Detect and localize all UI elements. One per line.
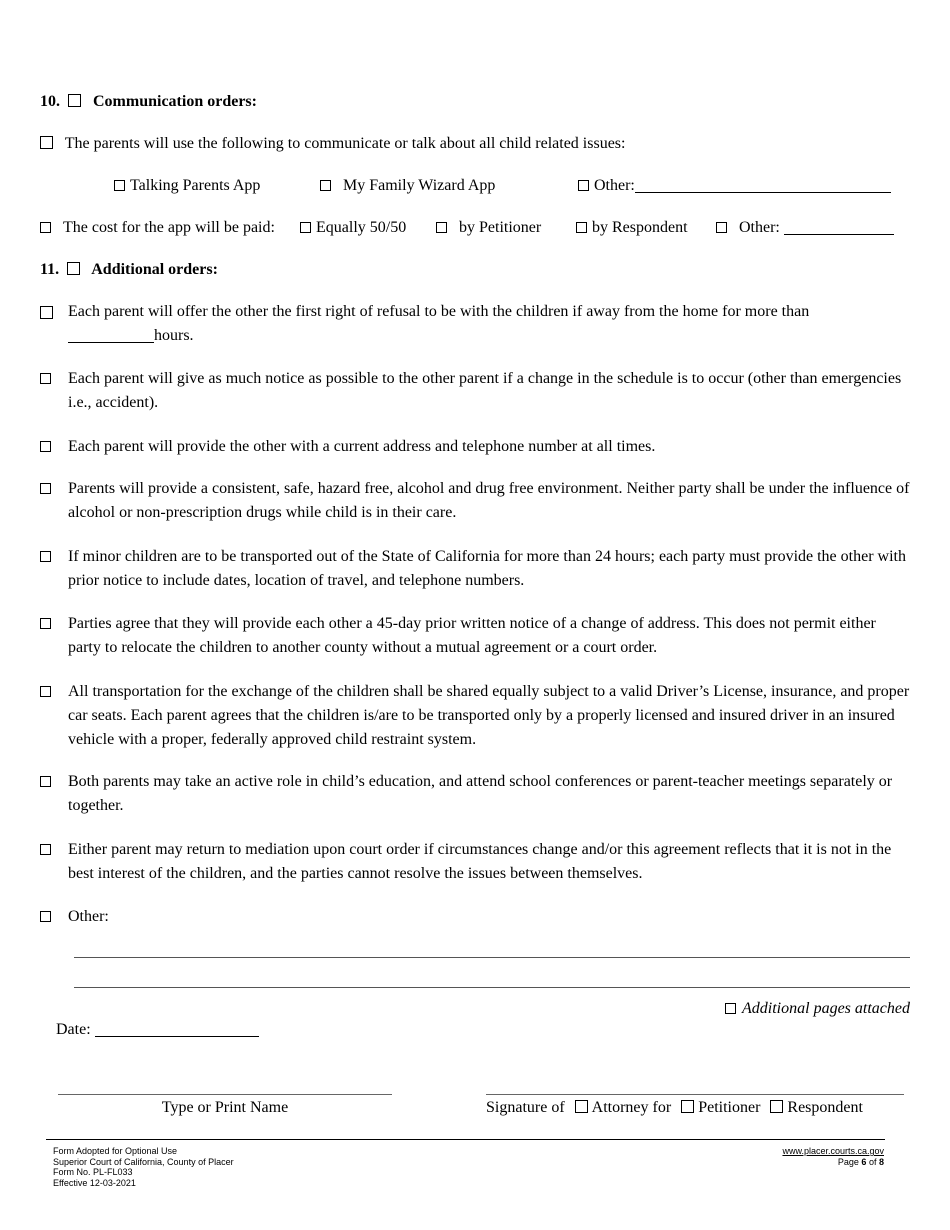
order-checkbox[interactable] bbox=[40, 618, 51, 629]
section-10-checkbox[interactable] bbox=[68, 94, 81, 107]
section-title: Communication orders: bbox=[93, 93, 257, 110]
order-checkbox[interactable] bbox=[40, 551, 51, 562]
order-checkbox[interactable] bbox=[40, 373, 51, 384]
order-text: If minor children are to be transported out of the State of California for more than 24 hours; each party must provide the other with prior notice to include dates, location of travel, and telephone numbers. bbox=[68, 548, 906, 589]
other-line-2[interactable] bbox=[74, 987, 910, 988]
date-field[interactable] bbox=[95, 1020, 259, 1037]
page-total: 8 bbox=[878, 1156, 884, 1167]
order-checkbox[interactable] bbox=[40, 686, 51, 697]
cost-other-field[interactable] bbox=[784, 218, 894, 235]
option-label: by Respondent bbox=[592, 219, 688, 236]
additional-pages-checkbox[interactable] bbox=[725, 1003, 736, 1014]
signature-option-label: Attorney for bbox=[591, 1099, 672, 1116]
signature-caption bbox=[486, 1096, 863, 1120]
petitioner-checkbox[interactable] bbox=[681, 1100, 694, 1113]
order-text: Either parent may return to mediation upon court order if circumstances change and/or this agreement reflects that it is not in the best interest of the children, and the parties cannot resolve the issues between themselves. bbox=[68, 841, 892, 882]
order-text: Each parent will provide the other with a current address and telephone number at all times. bbox=[68, 438, 656, 455]
cost-option-other bbox=[716, 216, 894, 240]
app-other-checkbox[interactable] bbox=[578, 180, 589, 191]
order-text bbox=[68, 300, 910, 348]
cost-option-respondent bbox=[576, 216, 688, 240]
option-label: by Petitioner bbox=[459, 219, 542, 236]
signature-prefix: Signature of bbox=[486, 1099, 565, 1116]
footer-line: Effective 12-03-2021 bbox=[53, 1177, 136, 1188]
cost-option-equal bbox=[300, 216, 406, 240]
signature-option-label: Petitioner bbox=[698, 1099, 761, 1116]
order-text: Parents will provide a consistent, safe, hazard free, alcohol and drug free environment. Neither party shall be under the influence of alcohol or non-prescription drugs while child is in their care. bbox=[68, 480, 910, 521]
page-prefix: Page bbox=[837, 1156, 859, 1167]
attorney-checkbox[interactable] bbox=[575, 1100, 588, 1113]
order-other-label: Other: bbox=[68, 908, 109, 925]
order-text: Both parents may take an active role in child’s education, and attend school conferences or parent-teacher meetings separately or together. bbox=[68, 773, 893, 814]
order-checkbox[interactable] bbox=[40, 441, 51, 452]
communicate-row bbox=[40, 132, 625, 156]
option-label: Other: bbox=[594, 177, 635, 194]
option-label: Equally 50/50 bbox=[316, 219, 407, 236]
order-item-refusal bbox=[40, 300, 910, 348]
date-row bbox=[56, 1018, 259, 1042]
section-number: 11. bbox=[40, 261, 60, 278]
court-website-link[interactable]: www.placer.courts.ca.gov bbox=[782, 1146, 884, 1156]
option-label: Other: bbox=[739, 219, 780, 236]
refusal-text: Each parent will offer the other the first right of refusal to be with the children if away from the home for more than bbox=[68, 303, 810, 320]
page-current: 6 bbox=[861, 1156, 867, 1167]
footer-line: Superior Court of California, County of Placer bbox=[53, 1156, 234, 1167]
name-line[interactable] bbox=[58, 1094, 392, 1095]
app-option-family-wizard bbox=[320, 174, 495, 198]
name-caption: Type or Print Name bbox=[161, 1099, 289, 1116]
footer-left bbox=[53, 1146, 234, 1188]
respondent-checkbox[interactable] bbox=[770, 1100, 783, 1113]
order-checkbox[interactable] bbox=[40, 483, 51, 494]
cost-row bbox=[40, 216, 275, 240]
app-option-talking-parents bbox=[114, 174, 260, 198]
refusal-hours-label: hours. bbox=[154, 327, 194, 344]
signature-option-label: Respondent bbox=[787, 1099, 863, 1116]
footer-line: Form Adopted for Optional Use bbox=[53, 1146, 178, 1156]
footer-rule bbox=[46, 1139, 885, 1140]
section-number: 10. bbox=[40, 93, 60, 110]
cost-respondent-checkbox[interactable] bbox=[576, 222, 587, 233]
additional-pages-row bbox=[725, 997, 910, 1021]
order-checkbox[interactable] bbox=[40, 844, 51, 855]
equal-checkbox[interactable] bbox=[300, 222, 311, 233]
footer-line: Form No. PL-FL033 bbox=[53, 1167, 133, 1177]
signature-line[interactable] bbox=[486, 1094, 904, 1095]
order-other-checkbox[interactable] bbox=[40, 911, 51, 922]
section-11-heading bbox=[40, 258, 218, 282]
cost-option-petitioner bbox=[436, 216, 541, 240]
date-label: Date: bbox=[56, 1021, 91, 1038]
order-checkbox[interactable] bbox=[40, 776, 51, 787]
page-of: of bbox=[868, 1156, 877, 1167]
communicate-text: The parents will use the following to communicate or talk about all child related issues: bbox=[64, 135, 626, 152]
page-number bbox=[782, 1157, 884, 1168]
order-text: Parties agree that they will provide each other a 45-day prior written notice of a change of address. This does not permit either party to relocate the children to another county without a mutual agreement or a court order. bbox=[68, 615, 876, 656]
order-text: All transportation for the exchange of the children shall be shared equally subject to a valid Driver’s License, insurance, and proper car seats. Each parent agrees that the children is/are to be transported only by a properly licensed and insured driver in an insured vehicle with a proper, federally approved child restraint system. bbox=[68, 683, 910, 748]
app-other-field[interactable] bbox=[635, 176, 891, 193]
cost-checkbox[interactable] bbox=[40, 222, 51, 233]
section-11-checkbox[interactable] bbox=[67, 262, 80, 275]
communicate-checkbox[interactable] bbox=[40, 136, 53, 149]
option-label: Talking Parents App bbox=[130, 177, 261, 194]
order-text: Each parent will give as much notice as possible to the other parent if a change in the schedule is to occur (other than emergencies i.e., accident). bbox=[68, 370, 902, 411]
option-label: My Family Wizard App bbox=[343, 177, 496, 194]
cost-label: The cost for the app will be paid: bbox=[63, 219, 275, 236]
talking-parents-checkbox[interactable] bbox=[114, 180, 125, 191]
additional-pages-label: Additional pages attached bbox=[742, 1000, 910, 1017]
footer-right bbox=[782, 1146, 884, 1167]
other-line-1[interactable] bbox=[74, 957, 910, 958]
family-wizard-checkbox[interactable] bbox=[320, 180, 331, 191]
section-10-heading bbox=[40, 90, 257, 114]
cost-petitioner-checkbox[interactable] bbox=[436, 222, 447, 233]
cost-other-checkbox[interactable] bbox=[716, 222, 727, 233]
refusal-checkbox[interactable] bbox=[40, 306, 53, 319]
refusal-hours-field[interactable] bbox=[68, 326, 154, 343]
app-option-other bbox=[578, 174, 891, 198]
section-title: Additional orders: bbox=[91, 261, 218, 278]
